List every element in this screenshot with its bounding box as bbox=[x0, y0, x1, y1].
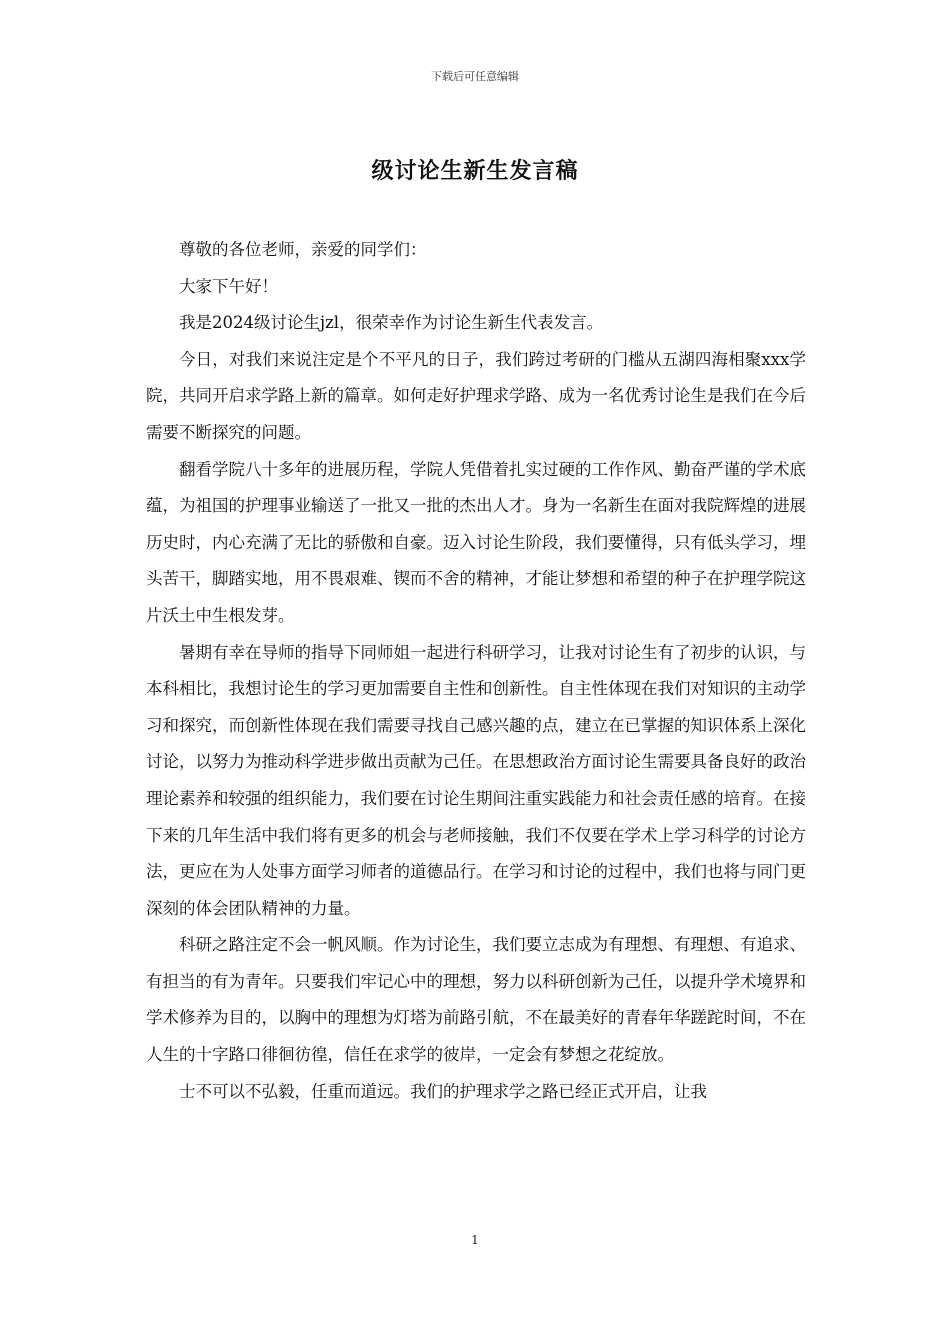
paragraph: 翻看学院八十多年的进展历程，学院人凭借着扎实过硬的工作作风、勤奋严谨的学术底蕴，为祖国的护理事业输送了一批又一批的杰出人才。身为一名新生在面对我院辉煌的进展历史时，内心充满了无比的骄傲和自豪。迈入讨论生阶段，我们要懂得，只有低头学习，埋头苦干，脚踏实地，用不畏艰难、锲而不舍的精神，才能让梦想和希望的种子在护理学院这片沃土中生根发芽。 bbox=[146, 459, 806, 625]
document-body bbox=[146, 232, 806, 1110]
paragraph-greeting: 大家下午好！ bbox=[179, 276, 278, 296]
paragraph-salutation: 尊敬的各位老师，亲爱的同学们： bbox=[179, 240, 427, 259]
header-note: 下载后可任意编辑 bbox=[431, 70, 519, 83]
paragraph: 士不可以不弘毅，任重而道远。我们的护理求学之路已经正式开启，让我 bbox=[179, 1081, 707, 1101]
paragraph: 暑期有幸在导师的指导下同师姐一起进行科研学习，让我对讨论生有了初步的认识，与本科相比，我想讨论生的学习更加需要自主性和创新性。自主性体现在我们对知识的主动学习和探究，而创新性体现在我们需要寻找自己感兴趣的点，建立在已掌握的知识体系上深化讨论，以努力为推动科学进步做出贡献为己任。在思想政治方面讨论生需要具备良好的政治理论素养和较强的组织能力，我们要在讨论生期间注重实践能力和社会责任感的培育。在接下来的几年生活中我们将有更多的机会与老师接触，我们不仅要在学术上学习科学的讨论方法，更应在为人处事方面学习师者的道德品行。在学习和讨论的过程中，我们也将与同门更深刻的体会团队精神的力量。 bbox=[146, 642, 806, 918]
paragraph-introduction: 我是2024级讨论生jzl，很荣幸作为讨论生新生代表发言。 bbox=[179, 313, 604, 333]
paragraph: 今日，对我们来说注定是个不平凡的日子，我们跨过考研的门槛从五湖四海相聚xxx学院，共同开启求学路上新的篇章。如何走好护理求学路、成为一名优秀讨论生是我们在今后需要不断探究的问题。 bbox=[146, 349, 806, 442]
document-title: 级讨论生新生发言稿 bbox=[371, 158, 579, 184]
page-number: 1 bbox=[471, 1233, 479, 1247]
paragraph: 科研之路注定不会一帆风顺。作为讨论生，我们要立志成为有理想、有理想、有追求、有担当的有为青年。只要我们牢记心中的理想，努力以科研创新为己任，以提升学术境界和学术修养为目的，以胸中的理想为灯塔为前路引航，不在最美好的青春年华蹉跎时间，不在人生的十字路口徘徊彷徨，信任在求学的彼岸，一定会有梦想之花绽放。 bbox=[146, 935, 806, 1065]
